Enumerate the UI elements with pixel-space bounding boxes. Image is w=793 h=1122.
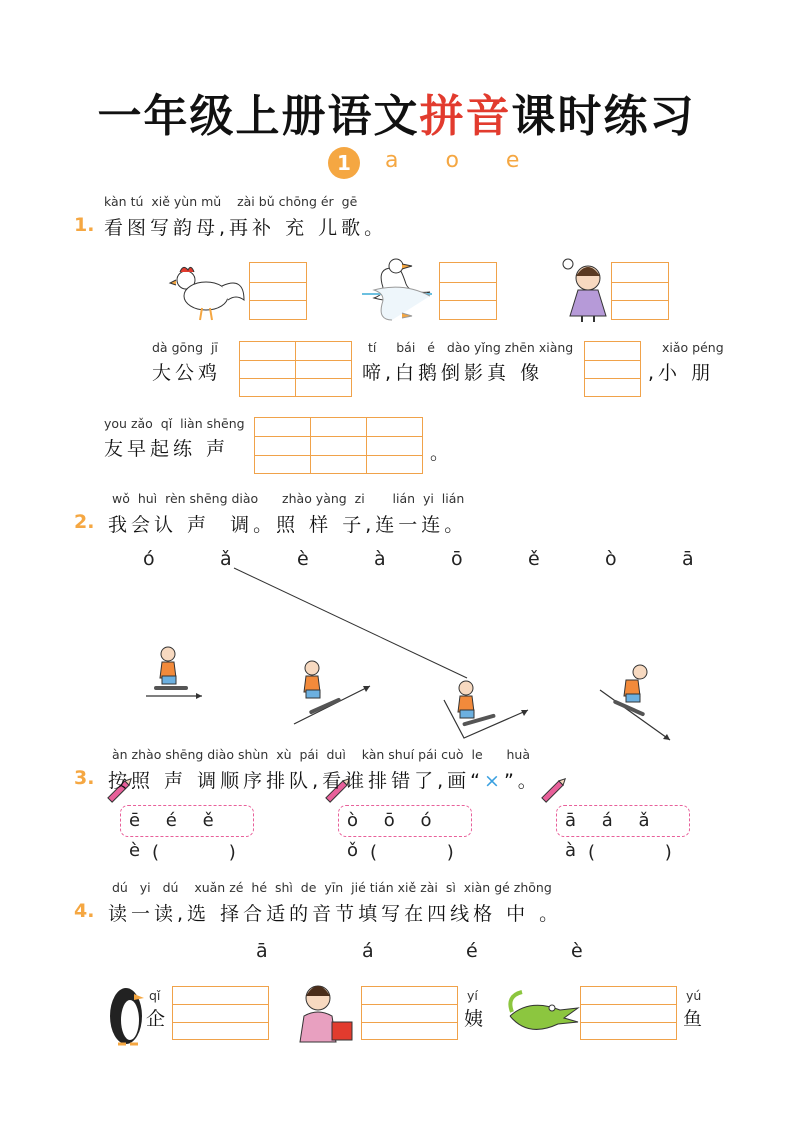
skater-flat bbox=[146, 647, 202, 699]
q1-line1-text-a: 大公鸡 bbox=[152, 362, 222, 384]
q1-line1-pinyin-b: tí bái é dào yǐng zhēn xiàng bbox=[368, 340, 574, 355]
q3-number: 3. bbox=[74, 767, 95, 789]
example-connect-line bbox=[234, 568, 467, 678]
q2-tone-7[interactable]: ò bbox=[605, 548, 617, 570]
writing-grid-6[interactable] bbox=[254, 417, 423, 474]
q1-line2-pinyin: you zǎo qǐ liàn shēng bbox=[104, 416, 245, 431]
skater-falling bbox=[600, 665, 670, 740]
q3-group-3: ā á ǎ à bbox=[556, 805, 690, 837]
q3-group-2: ò ō ó ǒ bbox=[338, 805, 472, 837]
crocodile-illustration bbox=[510, 992, 578, 1029]
pencil-icon bbox=[542, 777, 567, 802]
skater-rising bbox=[294, 661, 370, 724]
writing-grid-1[interactable] bbox=[249, 262, 307, 320]
q2-tone-1[interactable]: ó bbox=[143, 548, 155, 570]
q1-line1-text-c: ,小 朋 bbox=[648, 362, 715, 384]
q3-answer-2[interactable]: ( ) bbox=[370, 842, 486, 863]
q3-answer-3[interactable]: ( ) bbox=[588, 842, 704, 863]
q1-line1-text-b: 啼,白鹅倒影真 像 bbox=[362, 362, 544, 384]
q1-line1-pinyin-a: dà gōng jī bbox=[152, 340, 218, 355]
q1-line2-text: 友早起练 声 bbox=[104, 438, 230, 460]
q1-line2-end: 。 bbox=[430, 442, 454, 464]
q4-tone-3: é bbox=[466, 940, 478, 962]
writing-grid-3[interactable] bbox=[611, 262, 669, 320]
q3-instruction: 按照 声 调顺序排队,看谁排错了,画“×”。 bbox=[108, 770, 541, 792]
q2-tone-2[interactable]: ǎ bbox=[220, 548, 232, 570]
q2-tone-3[interactable]: è bbox=[297, 548, 309, 570]
q2-tone-4[interactable]: à bbox=[374, 548, 386, 570]
q1-pinyin: kàn tú xiě yùn mǔ zài bǔ chōng ér gē bbox=[104, 194, 358, 209]
q4-number: 4. bbox=[74, 900, 95, 922]
goose-illustration bbox=[362, 259, 432, 320]
skater-dip bbox=[444, 681, 528, 738]
q2-tone-5[interactable]: ō bbox=[451, 548, 463, 570]
page-title: 一年级上册语文拼音课时练习 bbox=[97, 91, 696, 142]
q4-item-3-char: 鱼 bbox=[683, 1008, 707, 1030]
q4-pinyin: dú yi dú xuǎn zé hé shì de yīn jié tián xiě zài sì xiàn gé zhōng bbox=[112, 880, 552, 895]
q4-tone-4: è bbox=[571, 940, 583, 962]
q4-instruction: 读一读,选 择合适的音节填写在四线格 中 。 bbox=[108, 903, 563, 925]
q1-line1-pinyin-c: xiǎo péng bbox=[662, 340, 724, 355]
q4-item-1-char: 企 bbox=[146, 1008, 170, 1030]
q4-tone-2: á bbox=[362, 940, 374, 962]
writing-grid-5[interactable] bbox=[584, 341, 641, 397]
q2-instruction: 我会认 声 调。照 样 子,连一连。 bbox=[108, 514, 468, 536]
q4-item-2-char: 姨 bbox=[464, 1008, 488, 1030]
q2-pinyin: wǒ huì rèn shēng diào zhào yàng zi lián yi lián bbox=[112, 491, 465, 506]
q4-writing-grid-3[interactable] bbox=[580, 986, 677, 1040]
q4-writing-grid-2[interactable] bbox=[361, 986, 458, 1040]
lesson-number-badge: 1 bbox=[328, 147, 360, 179]
q3-answer-1[interactable]: ( ) bbox=[152, 842, 268, 863]
q2-tone-8[interactable]: ā bbox=[682, 548, 694, 570]
rooster-illustration bbox=[170, 267, 244, 320]
q1-number: 1. bbox=[74, 214, 95, 236]
q4-item-1-pinyin: qǐ bbox=[149, 988, 161, 1003]
q4-item-2-pinyin: yí bbox=[467, 988, 478, 1003]
q3-pinyin: àn zhào shēng diào shùn xù pái duì kàn shuí pái cuò le huà bbox=[112, 747, 531, 762]
q4-item-3-pinyin: yú bbox=[686, 988, 702, 1003]
girl-illustration bbox=[563, 259, 606, 322]
q4-writing-grid-1[interactable] bbox=[172, 986, 269, 1040]
penguin-illustration bbox=[110, 988, 144, 1044]
writing-grid-4[interactable] bbox=[239, 341, 352, 397]
q2-number: 2. bbox=[74, 511, 95, 533]
cross-mark-icon: × bbox=[484, 770, 504, 792]
q2-tone-6[interactable]: ě bbox=[528, 548, 540, 570]
q1-instruction: 看图写韵母,再补 充 儿歌。 bbox=[104, 217, 388, 239]
aunt-phone-illustration bbox=[300, 986, 352, 1042]
writing-grid-2[interactable] bbox=[439, 262, 497, 320]
lesson-letters: a o e bbox=[385, 148, 540, 173]
q3-group-1: ē é ě è bbox=[120, 805, 254, 837]
q4-tone-1: ā bbox=[256, 940, 268, 962]
